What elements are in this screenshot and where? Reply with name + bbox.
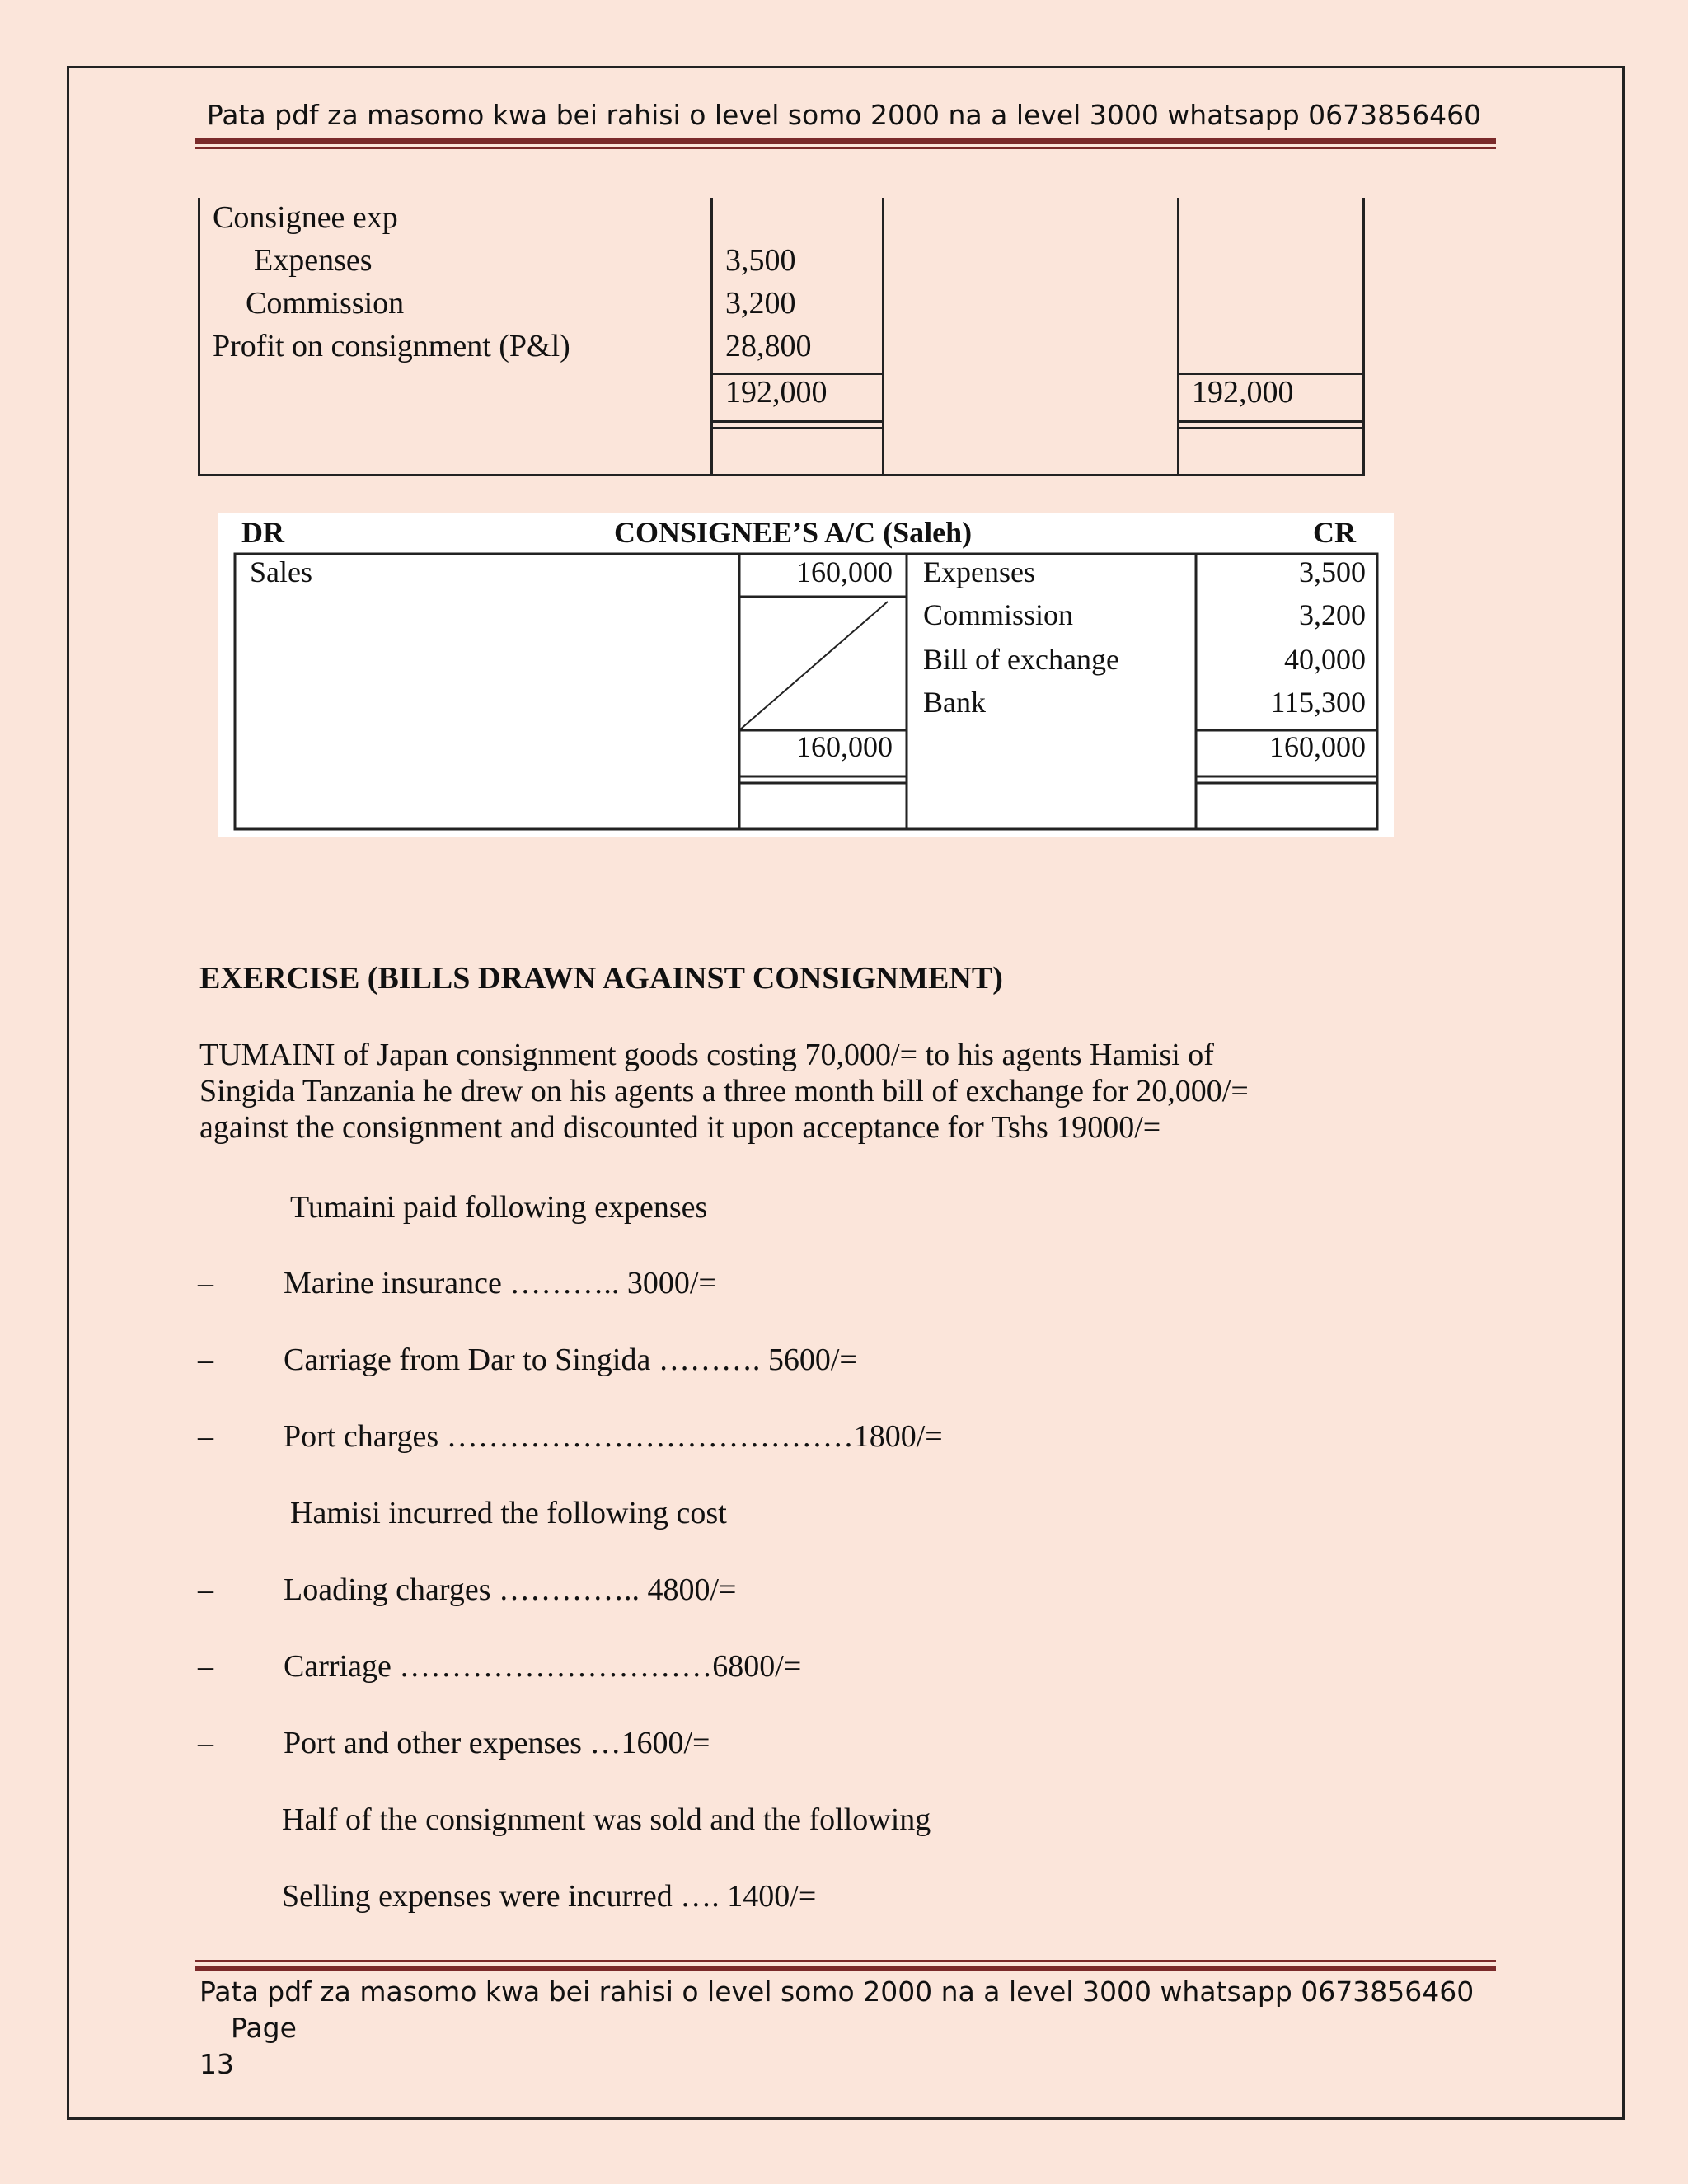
credit-row-amount: 40,000 — [1284, 643, 1366, 676]
total-rule — [710, 420, 884, 423]
bullet-dash: – — [198, 1343, 213, 1377]
debit-row-label: Sales — [250, 555, 312, 588]
half-sold-line: Half of the consignment was sold and the following — [282, 1802, 931, 1837]
ledger-line — [1362, 198, 1365, 476]
tumaini-intro: Tumaini paid following expenses — [290, 1190, 708, 1225]
ledger-row-amount: 3,200 — [725, 286, 796, 321]
bullet-dash: – — [198, 1419, 213, 1454]
bullet-dash: – — [198, 1572, 213, 1607]
debit-total: 160,000 — [796, 730, 893, 763]
total-rule — [1177, 420, 1365, 423]
credit-row-amount: 3,500 — [1299, 555, 1366, 588]
exercise-paragraph-line: TUMAINI of Japan consignment goods costing 70,000/= to his agents Hamisi of — [199, 1038, 1214, 1072]
consignee-account — [218, 513, 1394, 837]
footer-text: Pata pdf za masomo kwa bei rahisi o level somo 2000 na a level 3000 whatsapp 0673856460 — [199, 1975, 1475, 2008]
page-header: Pata pdf za masomo kwa bei rahisi o level somo 2000 na a level 3000 whatsapp 0673856460 — [206, 99, 1482, 131]
credit-row-label: Expenses — [923, 555, 1035, 588]
header-rule-thin — [195, 147, 1496, 149]
expense-item: Port charges …………………………………1800/= — [284, 1419, 943, 1454]
expense-item: Marine insurance ……….. 3000/= — [284, 1266, 716, 1301]
selling-expenses-line: Selling expenses were incurred …. 1400/= — [282, 1879, 817, 1914]
footer-rule — [195, 1966, 1496, 1971]
footer-page-label: Page — [231, 2012, 297, 2044]
ledger-line — [882, 198, 884, 476]
bullet-dash: – — [198, 1266, 213, 1301]
cost-item: Port and other expenses …1600/= — [284, 1726, 710, 1760]
credit-row-label: Bill of exchange — [923, 643, 1119, 676]
header-rule — [195, 138, 1496, 144]
total-rule — [1177, 427, 1365, 429]
footer-rule-thin — [195, 1960, 1496, 1962]
dr-label: DR — [241, 516, 284, 549]
ledger-row-label: Expenses — [254, 243, 373, 278]
page-footer — [199, 1974, 1502, 2083]
bullet-dash: – — [198, 1649, 213, 1684]
credit-total: 160,000 — [1269, 730, 1366, 763]
ledger-row-amount: 3,500 — [725, 243, 796, 278]
credit-row-label: Commission — [923, 598, 1074, 631]
account-title: CONSIGNEE’S A/C (Saleh) — [614, 516, 973, 549]
ledger-total-right: 192,000 — [1192, 375, 1294, 410]
exercise-paragraph-line: against the consignment and discounted it upon acceptance for Tshs 19000/= — [199, 1110, 1161, 1145]
ledger-total-left: 192,000 — [725, 375, 828, 410]
ledger-line — [710, 198, 713, 476]
hamisi-intro: Hamisi incurred the following cost — [290, 1496, 727, 1530]
exercise-paragraph-line: Singida Tanzania he drew on his agents a three month bill of exchange for 20,000/= — [199, 1074, 1249, 1108]
cost-item: Carriage …………………………6800/= — [284, 1649, 802, 1684]
total-rule — [710, 427, 884, 429]
continued-ledger-table — [198, 198, 1365, 476]
debit-row-amount: 160,000 — [796, 555, 893, 588]
credit-row-label: Bank — [923, 686, 986, 719]
credit-row-amount: 3,200 — [1299, 598, 1366, 631]
ledger-row-amount: 28,800 — [725, 329, 812, 363]
credit-row-amount: 115,300 — [1270, 686, 1366, 719]
cost-item: Loading charges ………….. 4800/= — [284, 1572, 737, 1607]
ledger-row-label: Profit on consignment (P&l) — [213, 329, 570, 363]
exercise-title: EXERCISE (BILLS DRAWN AGAINST CONSIGNMENT) — [199, 961, 1003, 996]
ledger-row-label: Consignee exp — [213, 200, 398, 235]
ledger-line — [1177, 198, 1179, 476]
page-number: 13 — [199, 2048, 234, 2080]
cr-label: CR — [1313, 516, 1356, 549]
bullet-dash: – — [198, 1726, 213, 1760]
expense-item: Carriage from Dar to Singida ………. 5600/= — [284, 1343, 857, 1377]
ledger-line — [198, 474, 1365, 476]
ledger-row-label: Commission — [246, 286, 405, 321]
ledger-line — [198, 198, 200, 476]
